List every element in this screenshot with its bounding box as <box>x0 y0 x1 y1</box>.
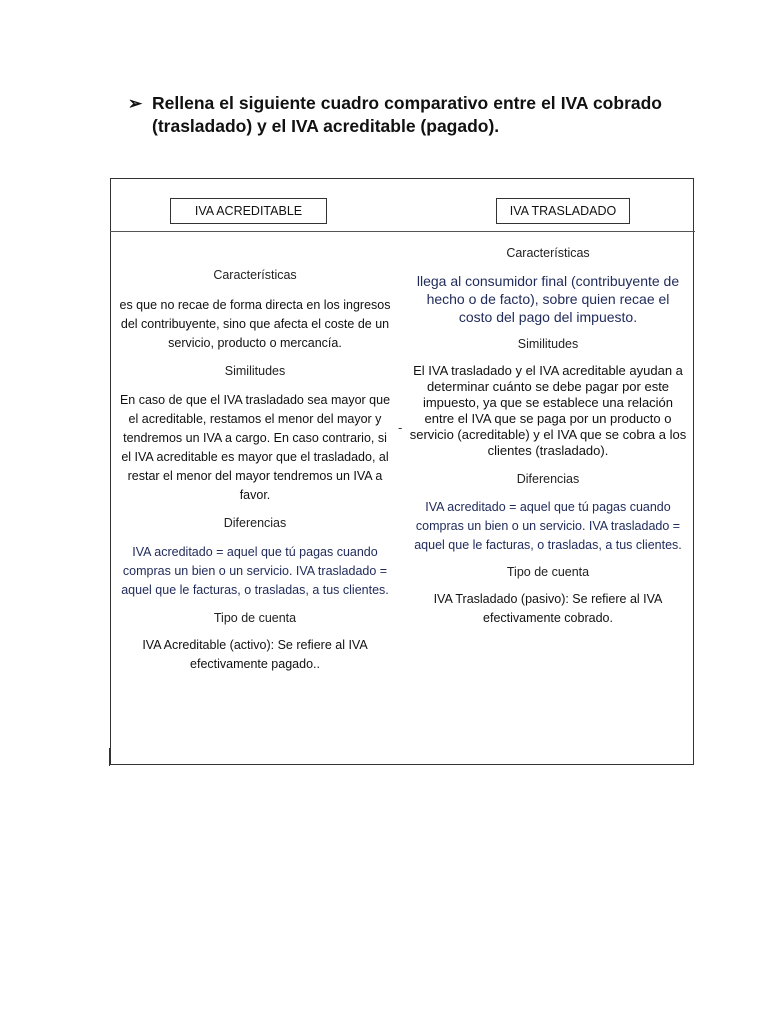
left-similitudes-label: Similitudes <box>224 364 286 378</box>
right-tipo-text: IVA Trasladado (pasivo): Se refiere al IVA efectivamente cobrado. <box>433 592 663 625</box>
left-similitudes-text: En caso de que el IVA trasladado sea mayor que el acreditable, restamos el menor del mayor y tendremos un IVA a cargo. En caso contrario, si el IVA acreditable es mayor que el trasladado, al restar el menor del mayor tendremos un IVA a favor. <box>119 393 391 502</box>
right-similitudes-label: Similitudes <box>517 337 579 351</box>
right-similitudes-text: El IVA trasladado y el IVA acreditable ayudan a determinar cuánto se debe pagar por este impuesto, ya que se establece una relación entre el IVA que se paga por un producto o servicio (acreditable) y el IVA que se cobra a los clientes (trasladado). <box>409 363 687 458</box>
right-diferencias-text: IVA acreditado = aquel que tú pagas cuando compras un bien o un servicio. IVA trasladado = aquel que le facturas, o trasladas, a tus clientes. <box>414 500 682 552</box>
right-tipo-label: Tipo de cuenta <box>506 565 590 579</box>
left-caracteristicas-label: Características <box>213 268 297 282</box>
left-diferencias-text: IVA acreditado = aquel que tú pagas cuando compras un bien o un servicio. IVA trasladado = aquel que le facturas, o trasladas, a tus clientes. <box>121 545 389 597</box>
header-iva-acreditable: IVA ACREDITABLE <box>170 198 327 224</box>
left-tipo-text: IVA Acreditable (activo): Se refiere al IVA efectivamente pagado.. <box>142 638 368 671</box>
right-column <box>408 244 688 628</box>
instruction-text: Rellena el siguiente cuadro comparativo entre el IVA cobrado (trasladado) y el IVA acreditable (pagado). <box>152 93 662 136</box>
right-caracteristicas-label: Características <box>506 246 590 260</box>
left-caracteristicas-text: es que no recae de forma directa en los ingresos del contribuyente, sino que afecta el coste de un servicio, producto o mercancía. <box>119 298 391 350</box>
left-column <box>118 266 392 674</box>
instruction <box>128 92 662 138</box>
separator-mark: - <box>398 420 403 435</box>
table-edge-mark <box>109 748 110 766</box>
header-iva-trasladado: IVA TRASLADADO <box>496 198 630 224</box>
right-caracteristicas-text: llega al consumidor final (contribuyente de hecho o de facto), sobre quien recae el costo del pago del impuesto. <box>416 273 680 325</box>
left-diferencias-label: Diferencias <box>223 516 287 530</box>
right-diferencias-label: Diferencias <box>516 472 580 486</box>
header-divider <box>110 231 695 232</box>
left-tipo-label: Tipo de cuenta <box>213 611 297 625</box>
arrow-bullet-icon: ➢ <box>128 94 143 113</box>
